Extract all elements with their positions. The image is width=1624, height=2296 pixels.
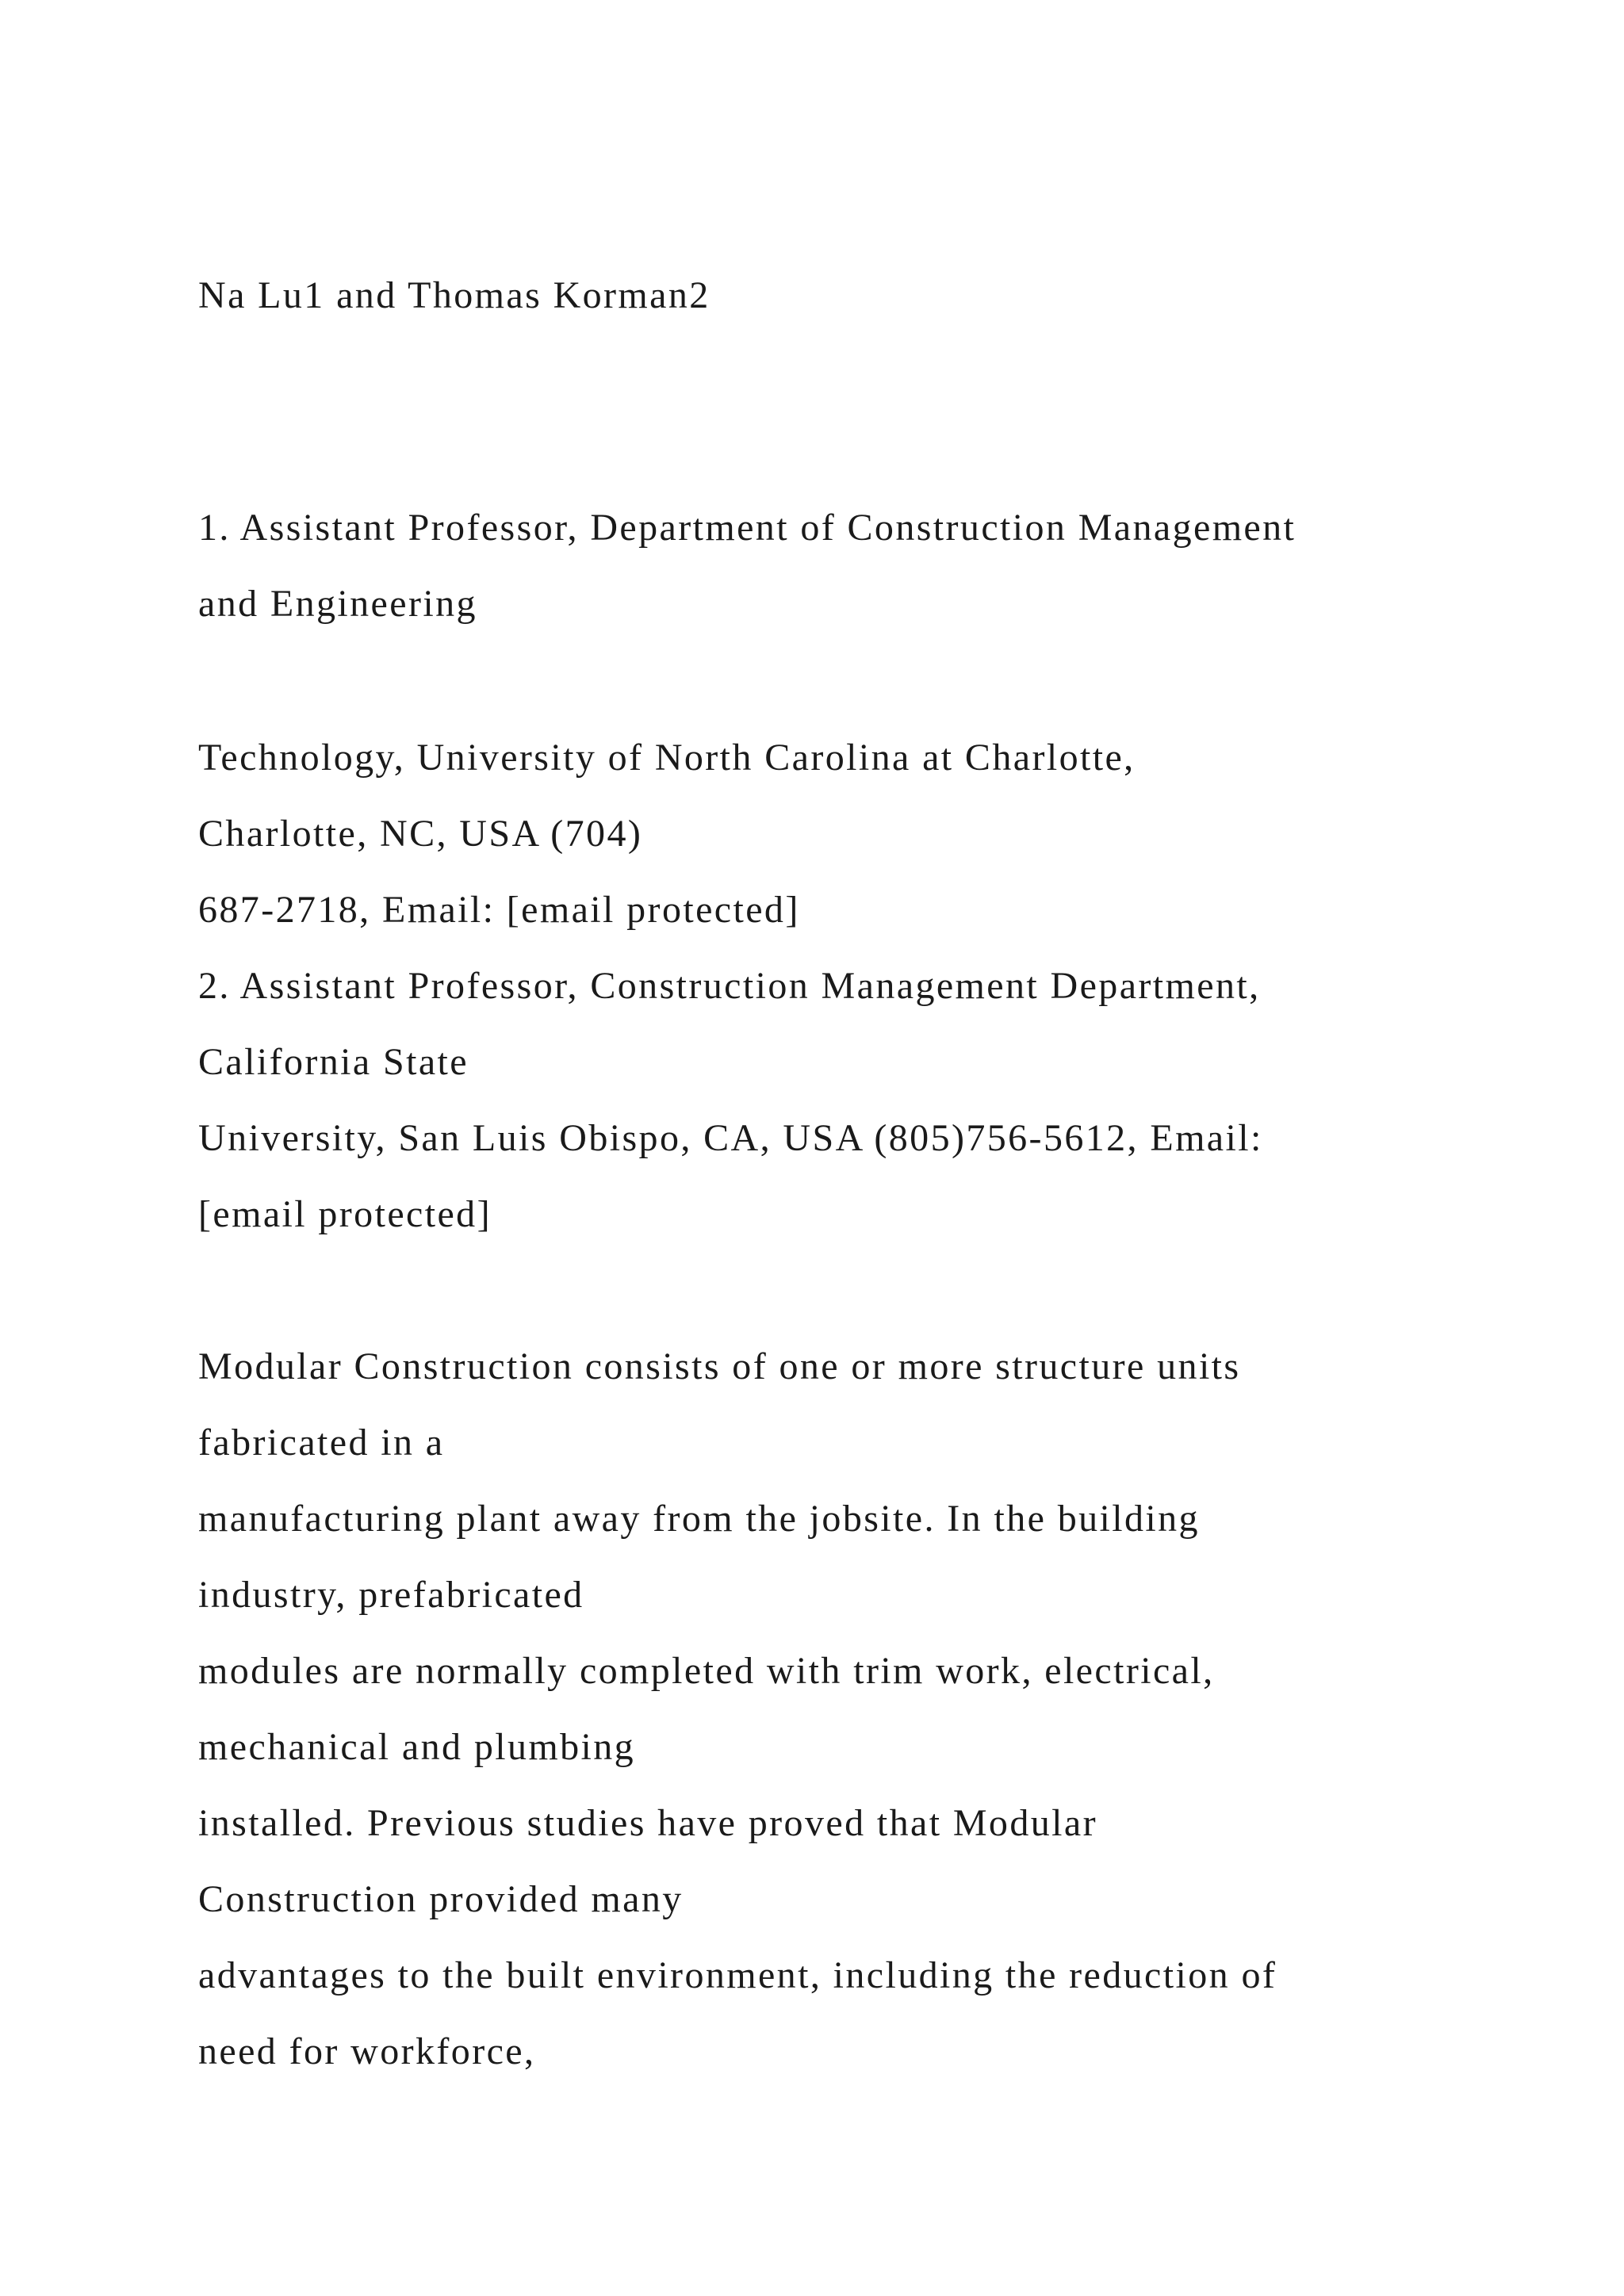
body-line: installed. Previous studies have proved that Modular	[198, 1802, 1097, 1844]
body-line: Construction provided many	[198, 1878, 684, 1920]
affiliation-line: 687-2718, Email: [email protected]	[198, 889, 800, 931]
author-line: Na Lu1 and Thomas Korman2	[198, 274, 710, 316]
body-line: Modular Construction consists of one or more structure units	[198, 1345, 1241, 1387]
body-line: modules are normally completed with trim work, electrical,	[198, 1650, 1215, 1692]
affiliation-line: [email protected]	[198, 1193, 492, 1235]
affiliation-line: Charlotte, NC, USA (704)	[198, 813, 643, 855]
affiliation-line: 1. Assistant Professor, Department of Construction Management	[198, 507, 1297, 549]
body-line: industry, prefabricated	[198, 1574, 584, 1616]
body-line: need for workforce,	[198, 2030, 536, 2072]
affiliation-line: and Engineering	[198, 583, 477, 625]
affiliation-line: Technology, University of North Carolina at Charlotte,	[198, 737, 1136, 779]
body-line: mechanical and plumbing	[198, 1726, 636, 1768]
body-line: fabricated in a	[198, 1422, 445, 1464]
affiliation-line: University, San Luis Obispo, CA, USA (805)756-5612, Email:	[198, 1117, 1263, 1159]
affiliation-line: California State	[198, 1041, 469, 1083]
affiliation-line: 2. Assistant Professor, Construction Management Department,	[198, 965, 1261, 1007]
body-line: manufacturing plant away from the jobsite. In the building	[198, 1498, 1200, 1540]
body-line: advantages to the built environment, including the reduction of	[198, 1954, 1277, 1996]
